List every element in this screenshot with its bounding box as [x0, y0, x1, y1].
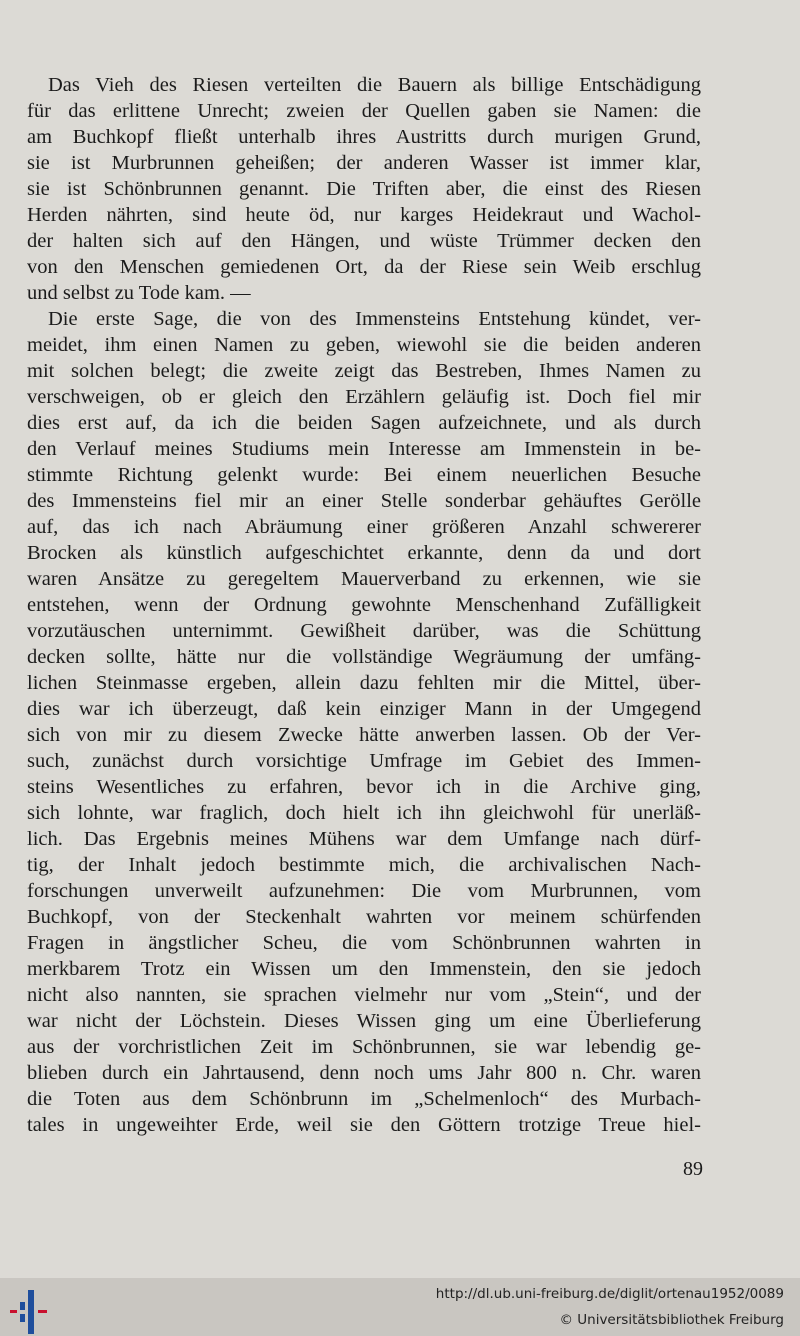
text-line: Buchkopf, von der Steckenhalt wahrten vor meinem schürfenden	[27, 906, 701, 928]
text-line: aus der vorchristlichen Zeit im Schönbrunnen, sie war lebendig ge-	[27, 1036, 701, 1058]
text-line: blieben durch ein Jahrtausend, denn noch ums Jahr 800 n. Chr. waren	[27, 1062, 701, 1084]
text-line: waren Ansätze zu geregeltem Mauerverband zu erkennen, wie sie	[27, 568, 701, 590]
body-text	[27, 72, 701, 1138]
text-line: den Verlauf meines Studiums mein Interesse am Immenstein in be-	[27, 438, 701, 460]
text-line: am Buchkopf fließt unterhalb ihres Austritts durch murigen Grund,	[27, 126, 701, 148]
text-line: stimmte Richtung gelenkt wurde: Bei einem neuerlichen Besuche	[27, 464, 701, 486]
text-line: sie ist Schönbrunnen genannt. Die Triften aber, die einst des Riesen	[27, 178, 701, 200]
text-line: tales in ungeweihter Erde, weil sie den Göttern trotzige Treue hiel-	[27, 1114, 701, 1136]
text-line: decken sollte, hätte nur die vollständige Wegräumung der umfäng-	[27, 646, 701, 668]
ub-freiburg-logo-icon[interactable]	[10, 1290, 50, 1334]
text-line: lich. Das Ergebnis meines Mühens war dem Umfange nach dürf-	[27, 828, 701, 850]
text-line: von den Menschen gemiedenen Ort, da der Riese sein Weib erschlug	[27, 256, 701, 278]
text-line: sich von mir zu diesem Zwecke hätte anwerben lassen. Ob der Ver-	[27, 724, 701, 746]
text-line: nicht also nannten, sie sprachen vielmehr nur vom „Stein“, und der	[27, 984, 701, 1006]
text-line: Herden nährten, sind heute öd, nur karges Heidekraut und Wachol-	[27, 204, 701, 226]
text-line: dies war ich überzeugt, daß kein einziger Mann in der Umgegend	[27, 698, 701, 720]
text-line: sie ist Murbrunnen geheißen; der anderen Wasser ist immer klar,	[27, 152, 701, 174]
text-line: entstehen, wenn der Ordnung gewohnte Menschenhand Zufälligkeit	[27, 594, 701, 616]
text-line: Fragen in ängstlicher Scheu, die vom Schönbrunnen wahrten in	[27, 932, 701, 954]
text-line: tig, der Inhalt jedoch bestimmte mich, die archivalischen Nach-	[27, 854, 701, 876]
text-line: sich lohnte, war fraglich, doch hielt ich ihn gleichwohl für unerläß-	[27, 802, 701, 824]
text-line: such, zunächst durch vorsichtige Umfrage im Gebiet des Immen-	[27, 750, 701, 772]
copyright-notice: © Universitätsbibliothek Freiburg	[559, 1312, 784, 1328]
text-line: für das erlittene Unrecht; zweien der Quellen gaben sie Namen: die	[27, 100, 701, 122]
text-line: forschungen unverweilt aufzunehmen: Die vom Murbrunnen, vom	[27, 880, 701, 902]
text-line: merkbarem Trotz ein Wissen um den Immenstein, den sie jedoch	[27, 958, 701, 980]
footer-bar	[0, 1278, 800, 1336]
text-line: meidet, ihm einen Namen zu geben, wiewohl sie die beiden anderen	[27, 334, 701, 356]
text-line: verschweigen, ob er gleich den Erzählern geläufig ist. Doch fiel mir	[27, 386, 701, 408]
text-line: lichen Steinmasse ergeben, allein dazu fehlten mir die Mittel, über-	[27, 672, 701, 694]
text-line: der halten sich auf den Hängen, und wüste Trümmer decken den	[27, 230, 701, 252]
text-line: steins Wesentliches zu erfahren, bevor ich in die Archive ging,	[27, 776, 701, 798]
text-line: war nicht der Löchstein. Dieses Wissen ging um eine Überlieferung	[27, 1010, 701, 1032]
text-line: Die erste Sage, die von des Immensteins Entstehung kündet, ver-	[48, 308, 701, 330]
text-line: des Immensteins fiel mir an einer Stelle sonderbar gehäuftes Gerölle	[27, 490, 701, 512]
permalink-url[interactable]: http://dl.ub.uni-freiburg.de/diglit/ortenau1952/0089	[435, 1286, 784, 1302]
text-line: mit solchen belegt; die zweite zeigt das Bestreben, Ihmes Namen zu	[27, 360, 701, 382]
text-line: Das Vieh des Riesen verteilten die Bauern als billige Entschädigung	[48, 74, 701, 96]
text-line: die Toten aus dem Schönbrunn im „Schelmenloch“ des Murbach-	[27, 1088, 701, 1110]
text-line: und selbst zu Tode kam. —	[27, 282, 251, 304]
text-line: dies erst auf, da ich die beiden Sagen aufzeichnete, und als durch	[27, 412, 701, 434]
page-number: 89	[683, 1158, 703, 1180]
text-line: Brocken als künstlich aufgeschichtet erkannte, denn da und dort	[27, 542, 701, 564]
text-line: auf, das ich nach Abräumung einer größeren Anzahl schwererer	[27, 516, 701, 538]
text-line: vorzutäuschen unternimmt. Gewißheit darüber, was die Schüttung	[27, 620, 701, 642]
